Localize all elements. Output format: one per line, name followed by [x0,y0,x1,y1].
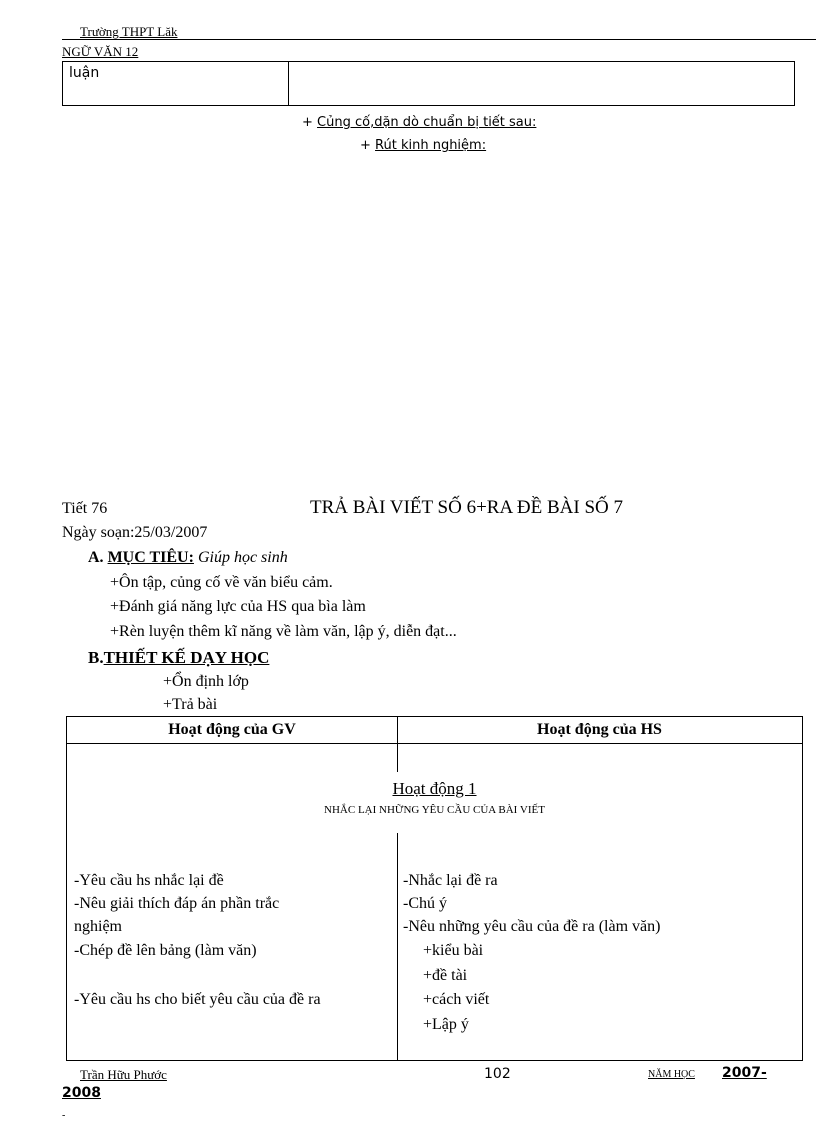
header-row-divider [67,743,802,744]
objective-item: +Đánh giá năng lực của HS qua bìa làm [110,598,366,615]
activity-subtitle: NHẮC LẠI NHỮNG YÊU CẦU CỦA BÀI VIẾT [324,804,545,816]
student-activity-line: -Chú ý [403,895,447,912]
teacher-activity-line: -Chép đề lên bảng (làm văn) [74,942,257,959]
consolidation-note [302,115,536,130]
design-heading [88,648,269,668]
preparation-date: Ngày soạn:25/03/2007 [62,524,208,541]
objectives-subtitle: Giúp học sinh [193,549,288,566]
experience-note [360,138,486,153]
stray-mark: - [62,1110,66,1121]
teacher-activity-line: nghiệm [74,918,122,935]
objectives-title: MỤC TIÊU: [107,549,194,566]
school-year-label: NĂM HỌC [648,1069,695,1080]
activity-table [66,716,803,1061]
objective-item: +Ôn tập, củng cố về văn biểu cảm. [110,574,333,591]
design-step: +Ổn định lớp [163,673,249,690]
student-activity-line: -Nêu những yêu cầu của đề ra (làm văn) [403,918,661,935]
design-title: THIẾT KẾ DẠY HỌC [103,648,270,667]
teacher-activity-line: -Nêu giải thích đáp án phần trắc [74,895,280,912]
student-activity-line: +Lập ý [423,1016,469,1033]
section-prefix: B. [88,648,104,667]
column-header-student: Hoạt động của HS [537,721,662,738]
lesson-number: Tiết 76 [62,500,108,517]
school-name: Trường THPT Lăk [80,24,178,39]
column-divider-bottom [397,833,398,1060]
objective-item: +Rèn luyện thêm kĩ năng về làm văn, lập ý, diễn đạt... [110,623,457,640]
experience-text: Rút kinh nghiệm: [375,138,487,153]
student-activity-line: +đề tài [423,967,468,984]
header-rule [62,39,816,40]
consolidation-text: Củng cố,dặn dò chuẩn bị tiết sau: [317,115,537,130]
school-year-end: 2008 [62,1085,101,1101]
student-activity-line: +cách viết [423,991,490,1008]
column-header-teacher: Hoạt động của GV [168,721,296,738]
note-prefix: + [302,115,318,130]
table-cell-text: luận [69,65,100,81]
continued-table [62,61,795,106]
student-activity-line: -Nhắc lại đề ra [403,872,498,889]
lesson-title: TRẢ BÀI VIẾT SỐ 6+RA ĐỀ BÀI SỐ 7 [310,497,623,518]
page-number: 102 [484,1066,511,1082]
activity-title: Hoạt động 1 [392,779,477,798]
column-divider-top [397,717,398,772]
teacher-activity-line: -Yêu cầu hs cho biết yêu cầu của đề ra [74,991,321,1008]
design-step: +Trả bài [163,696,218,713]
table-column-divider [288,62,289,105]
student-activity-line: +kiểu bài [423,942,484,959]
objectives-heading [88,549,288,567]
author-name: Trần Hữu Phước [80,1067,167,1082]
teacher-activity-line: -Yêu cầu hs nhắc lại đề [74,872,224,889]
school-year-start: 2007- [722,1065,767,1081]
note-prefix: + [360,138,376,153]
subject-name: NGỮ VĂN 12 [62,44,139,59]
section-prefix: A. [88,549,108,566]
